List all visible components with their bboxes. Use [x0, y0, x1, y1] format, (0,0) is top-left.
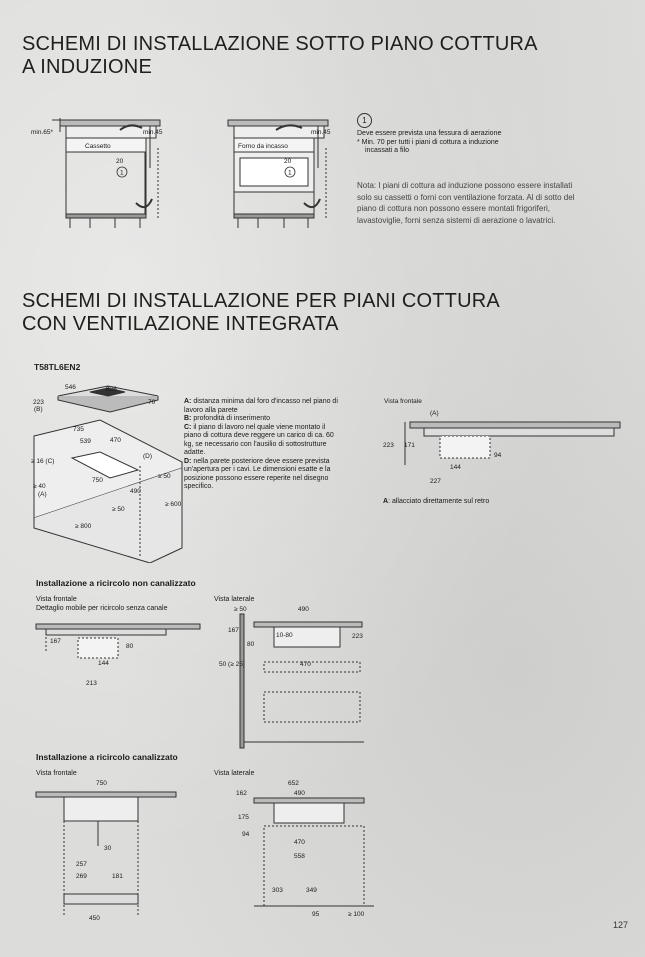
drawer-label: Cassetto [85, 143, 111, 150]
dim-470: 470 [294, 839, 305, 846]
induction-note: Nota: I piani di cottura ad induzione possono essere installati solo su cassetti o forni con ventilazione forzata. Al di sotto del piano di cottura non possono essere montati frigoriferi, lavastoviglie, forni senza sistemi di aerazione o lavatrici. [357, 181, 575, 225]
min45-dim: min.45 [143, 129, 163, 136]
dim-144: 144 [98, 660, 109, 667]
ducted-side-diagram [214, 776, 384, 924]
front-view-caption: A: allacciato direttamente sul retro [383, 498, 490, 505]
dimension-legend [184, 398, 344, 492]
non-ducted-side-diagram [214, 602, 374, 750]
section-2-title [22, 290, 500, 336]
side-view-label: Vista laterale [214, 770, 255, 777]
section-1-title [22, 33, 538, 79]
legend-item: C: il piano di lavoro nel quale viene montato il piano di cottura deve reggere un carico di ca. 60 kg, se necessario con l'ausilio di sottostrutture adatte. [184, 423, 334, 456]
dim-175: 175 [238, 814, 249, 821]
min45-dim: min.45 [311, 129, 331, 136]
dim-30: 30 [104, 845, 112, 852]
dim-94: 94 [494, 452, 502, 459]
dim-800: ≥ 800 [75, 523, 92, 530]
front-view-sublabel: Dettaglio mobile per ricircolo senza canale [36, 604, 168, 612]
dim-20: 20 [116, 158, 124, 165]
drawer-installation-diagram [30, 108, 180, 238]
dim-349: 349 [306, 887, 317, 894]
marker-text: 1 [120, 169, 124, 177]
dim-70: 70 [148, 399, 156, 406]
dim-50-25: 50 (≥ 25) [219, 661, 245, 668]
page-number: 127 [613, 920, 629, 930]
front-view-label: Vista frontale [36, 596, 77, 603]
dim-213: 213 [86, 680, 97, 687]
front-view-label: Vista frontale [36, 770, 77, 777]
dim-80: 80 [126, 643, 134, 650]
dim-470: 470 [110, 437, 121, 444]
dim-167: 167 [228, 627, 239, 634]
circle-marker: 1 [357, 113, 372, 128]
dim-600: ≥ 600 [165, 501, 182, 508]
dim-269: 269 [76, 873, 87, 880]
section-3-front-labels [36, 596, 168, 613]
oven-label: Forno da incasso [238, 143, 288, 150]
dim-490: 490 [294, 790, 305, 797]
dim-20: 20 [284, 158, 292, 165]
worktop [60, 120, 160, 126]
label-b: (B) [34, 406, 43, 413]
dim-490: 490 [298, 606, 309, 613]
ventilation-note [357, 130, 577, 156]
ventilation-line-3: incassati a filo [365, 147, 409, 154]
dim-257: 257 [76, 861, 87, 868]
section-3-title: Installazione a ricircolo non canalizzato [36, 578, 196, 588]
non-ducted-front-diagram [34, 618, 204, 693]
section-2-title-line-1: SCHEMI DI INSTALLAZIONE PER PIANI COTTURA [22, 290, 500, 312]
label-a: (A) [38, 491, 47, 498]
dim-50: ≥ 50 [234, 606, 247, 613]
dim-50b: ≥ 50 [112, 506, 125, 513]
dim-10-80: 10-80 [276, 632, 293, 639]
dim-490: 490 [130, 488, 141, 495]
dim-546: 546 [65, 384, 76, 391]
dim-470: 470 [300, 661, 311, 668]
dim-223: 223 [33, 399, 44, 406]
min65-dim: min.65* [31, 129, 54, 136]
dim-450: 450 [89, 915, 100, 922]
label-d: (D) [143, 453, 153, 460]
dim-100: ≥ 100 [348, 911, 365, 918]
dim-223: 223 [352, 633, 363, 640]
dim-227: 227 [430, 478, 441, 485]
cutout-diagram [30, 378, 185, 563]
dim-750: 750 [96, 780, 107, 787]
section-2-title-line-2: CON VENTILAZIONE INTEGRATA [22, 313, 339, 335]
dim-40: ≥ 40 [33, 483, 46, 490]
dim-652: 652 [288, 780, 299, 787]
front-view-label-a: (A) [430, 410, 439, 417]
dim-50a: ≥ 50 [158, 473, 171, 480]
dim-94: 94 [242, 831, 250, 838]
dim-167: 167 [50, 638, 61, 645]
dim-558: 558 [294, 853, 305, 860]
legend-item: D: nella parete posteriore deve essere prevista un'apertura per i cavi. Le dimensioni esatte e la posizione possono essere reperite nel disegno specifico. [184, 457, 331, 490]
dim-16-c: ≥ 16 (C) [31, 458, 55, 465]
section-1-title-line-2: A INDUZIONE [22, 56, 152, 78]
dim-223: 223 [383, 442, 394, 449]
front-view-diagram [380, 395, 630, 495]
model-code: T58TL6EN2 [34, 362, 81, 372]
ventilation-line-1: Deve essere prevista una fessura di aerazione [357, 130, 502, 137]
dim-95: 95 [312, 911, 320, 918]
ducted-front-diagram [34, 776, 184, 924]
side-view-label: Vista laterale [214, 596, 255, 603]
dim-171: 171 [404, 442, 415, 449]
dim-735: 735 [73, 426, 84, 433]
dim-303: 303 [272, 887, 283, 894]
legend-item: B: profondità di inserimento [184, 415, 270, 422]
dim-750: 750 [92, 477, 103, 484]
dim-144: 144 [450, 464, 461, 471]
oven-installation-diagram [200, 108, 350, 238]
dim-181: 181 [112, 873, 123, 880]
dim-826: 826 [106, 386, 117, 393]
legend-item: A: distanza minima dal foro d'incasso nel piano di lavoro alla parete [184, 398, 338, 414]
ventilation-line-2: * Min. 70 per tutti i piani di cottura a induzione [357, 138, 499, 146]
dim-162: 162 [236, 790, 247, 797]
marker-text: 1 [288, 169, 292, 177]
dim-80: 80 [247, 641, 255, 648]
dim-539: 539 [80, 438, 91, 445]
section-1-title-line-1: SCHEMI DI INSTALLAZIONE SOTTO PIANO COTTURA [22, 33, 538, 55]
front-view-label: Vista frontale [384, 398, 422, 405]
section-4-title: Installazione a ricircolo canalizzato [36, 752, 178, 762]
